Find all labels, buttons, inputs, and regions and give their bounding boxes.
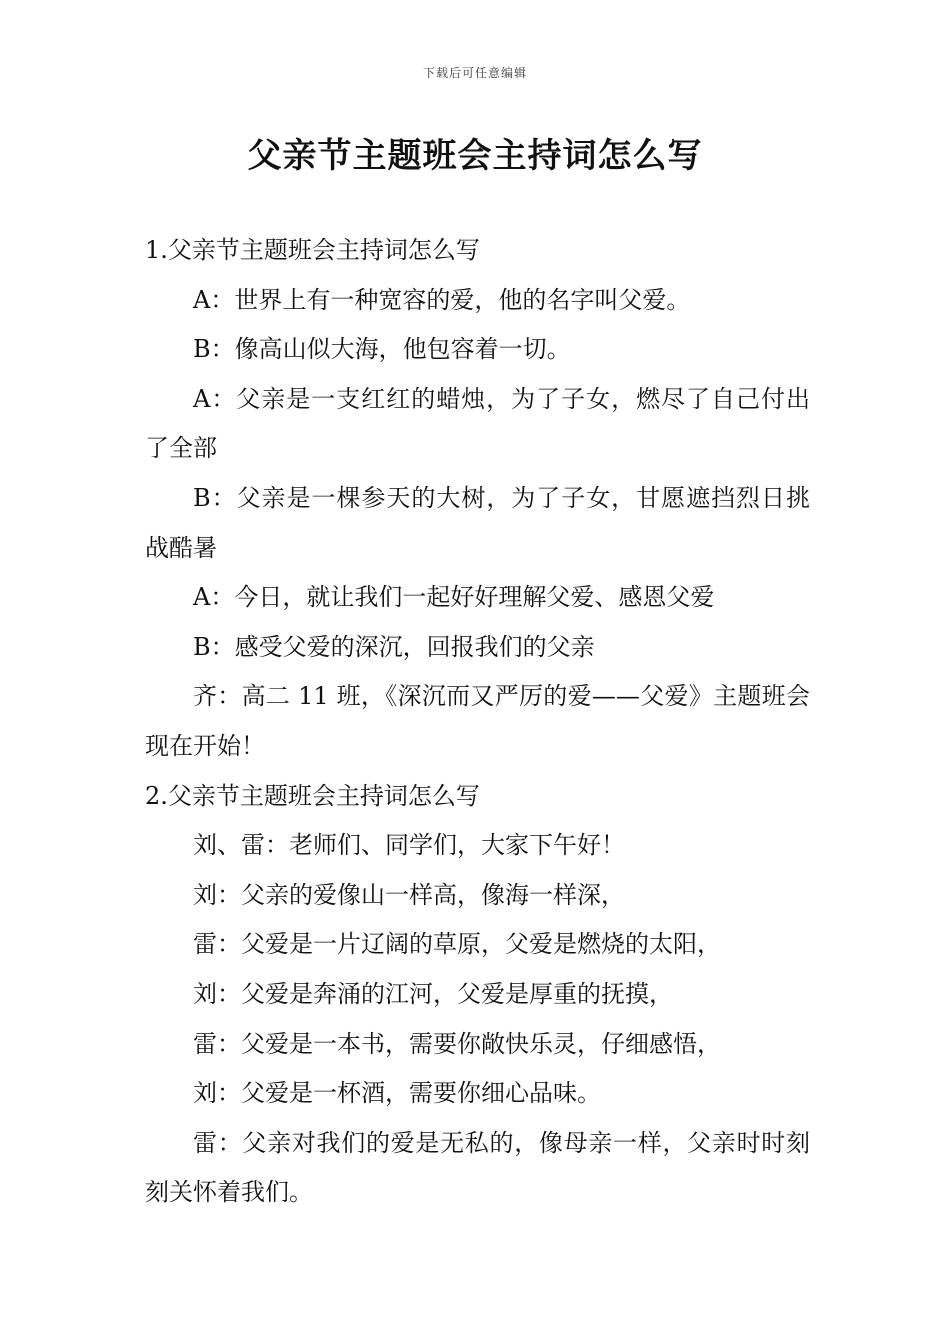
dialogue-line: 刘：父爱是一杯酒，需要你细心品味。 (193, 1079, 601, 1108)
section-heading: 2.父亲节主题班会主持词怎么写 (145, 781, 480, 810)
section-heading: 1.父亲节主题班会主持词怎么写 (145, 236, 480, 264)
dialogue-line: A：世界上有一种宽容的爱，他的名字叫父爱。 (193, 285, 691, 314)
dialogue-line: B：感受父爱的深沉，回报我们的父亲 (193, 632, 595, 661)
dialogue-line: B：像高山似大海，他包容着一切。 (193, 335, 571, 364)
header-note: 下载后可任意编辑 (422, 66, 527, 80)
dialogue-line: 刘、雷：老师们、同学们，大家下午好！ (193, 831, 625, 860)
dialogue-line: 雷：父爱是一本书，需要你敞快乐灵，仔细感悟， (193, 1029, 721, 1058)
dialogue-line: 刘：父爱是奔涌的江河，父爱是厚重的抚摸， (193, 979, 673, 1008)
dialogue-line: A：父亲是一支红红的蜡烛，为了子女，燃尽了自己付出了全部 (145, 384, 810, 463)
dialogue-line: A：今日，就让我们一起好好理解父爱、感恩父爱 (193, 583, 715, 612)
dialogue-line: 刘：父亲的爱像山一样高，像海一样深， (193, 880, 625, 909)
dialogue-line: B：父亲是一棵参天的大树，为了子女，甘愿遮挡烈日挑战酷暑 (145, 483, 810, 562)
dialogue-line: 齐：高二 11 班，《深沉而又严厉的爱——父爱》主题班会现在开始！ (145, 682, 810, 760)
document-body (145, 226, 810, 1218)
document-title: 父亲节主题班会主持词怎么写 (247, 136, 703, 176)
dialogue-line: 雷：父爱是一片辽阔的草原，父爱是燃烧的太阳， (193, 930, 721, 959)
dialogue-line: 雷：父亲对我们的爱是无私的，像母亲一样，父亲时时刻刻关怀着我们。 (145, 1128, 810, 1207)
